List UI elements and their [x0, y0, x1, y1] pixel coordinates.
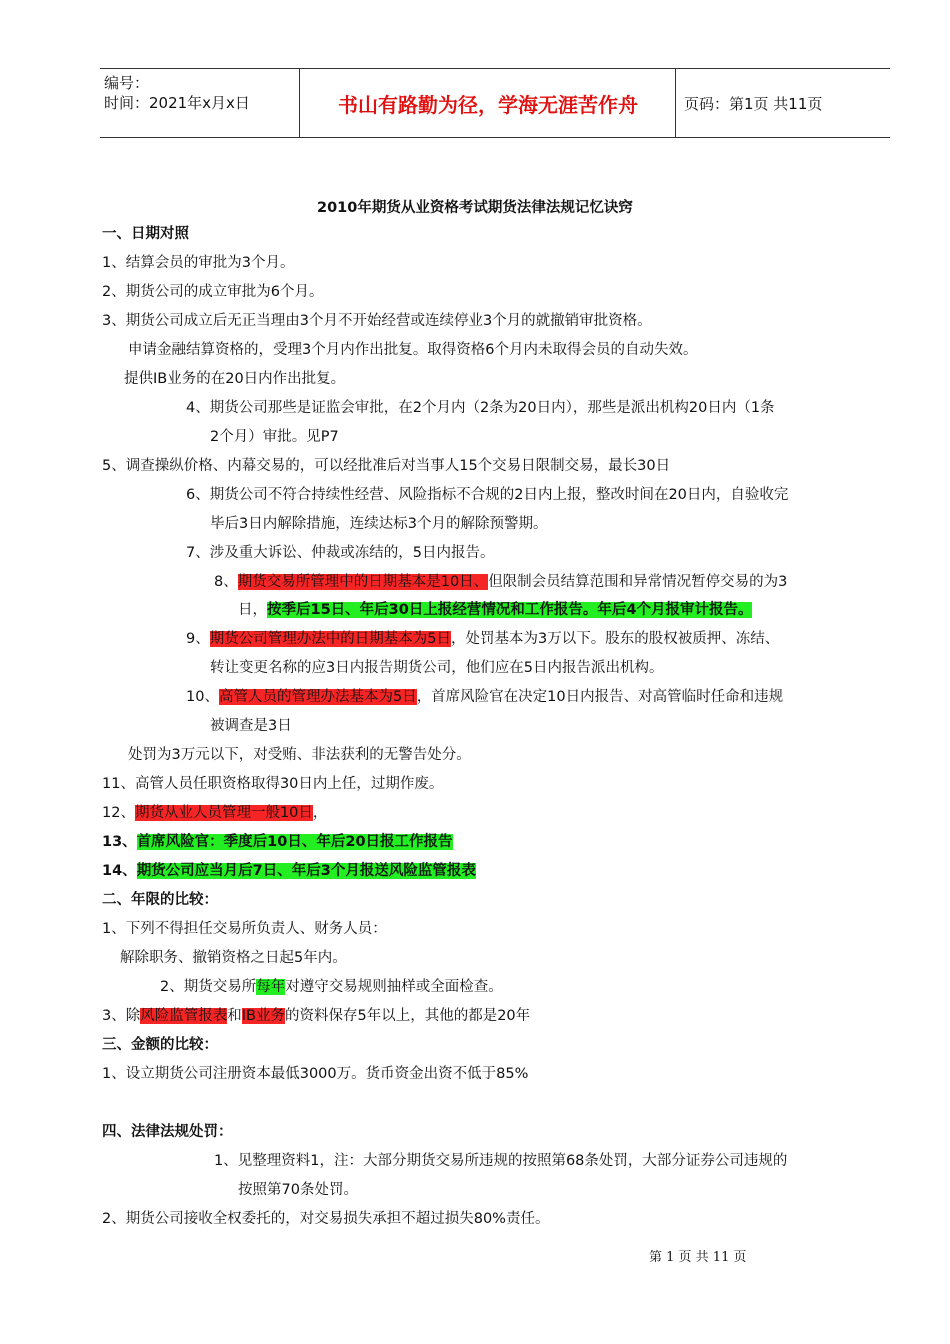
s1-line-7: 7、涉及重大诉讼、仲裁或冻结的，5日内报告。: [186, 545, 495, 561]
s1-line-9: [186, 629, 779, 649]
s4-line-1b: 按照第70条处罚。: [238, 1182, 358, 1198]
section-2-heading: 二、年限的比较：: [102, 892, 218, 908]
highlight-red: 期货从业人员管理一般: [134, 805, 280, 821]
line-text: ，: [312, 805, 328, 821]
s1-line-10: [186, 687, 783, 707]
header-page-label: 页码：第1页 共11页: [684, 94, 823, 113]
highlight-red: 5日: [427, 631, 451, 647]
s1-line-8: [214, 572, 787, 592]
s1-line-4a: 4、期货公司那些是证监会审批，在2个月内（2条为20日内），那些是派出机构20日内（1条: [186, 400, 775, 416]
s2-line-3: [102, 1006, 530, 1026]
header-motto: 书山有路勤为径，学海无涯苦作舟: [301, 69, 676, 137]
item-number: 10、: [186, 689, 219, 705]
item-number: 8、: [214, 574, 238, 590]
line-text: ，首席风险官在决定10日内报告、对高管临时任命和违规: [416, 689, 784, 705]
line-text: 2、期货交易所: [160, 979, 257, 995]
time-label: 时间：2021年x月x日: [104, 94, 250, 112]
s1-line-5: 5、调查操纵价格、内幕交易的，可以经批准后对当事人15个交易日限制交易，最长30日: [102, 458, 671, 474]
number-label: 编号：: [104, 74, 150, 92]
line-text: ，处罚基本为3万以下。股东的股权被质押、冻结、: [450, 631, 780, 647]
s1-line-3b: 申请金融结算资格的，受理3个月内作出批复。取得资格6个月内未取得会员的自动失效。: [128, 342, 698, 358]
page-footer: 第 1 页 共 11 页: [649, 1250, 747, 1265]
highlight-green: 按季后15日、年后30日上报经营情况和工作报告。年后4个月报审计报告。: [267, 602, 753, 618]
highlight-red: IB业务: [241, 1008, 285, 1024]
s1-line-8b: [238, 600, 752, 620]
s1-line-6a: 6、期货公司不符合持续性经营、风险指标不合规的2日内上报，整改时间在20日内，自验收完: [186, 487, 789, 503]
s1-line-10c: 处罚为3万元以下，对受贿、非法获利的无警告处分。: [128, 747, 471, 763]
s1-line-3c: 提供IB业务的在20日内作出批复。: [124, 371, 346, 387]
s2-line-2: [160, 977, 503, 997]
s3-line-1: 1、设立期货公司注册资本最低3000万。货币资金出资不低于85%: [102, 1066, 529, 1082]
section-4-heading: 四、法律法规处罚：: [102, 1124, 233, 1140]
s1-line-4b: 2个月）审批。见P7: [210, 429, 339, 445]
s4-line-1a: 1、见整理资料1，注：大部分期货交易所违规的按照第68条处罚，大部分证券公司违规的: [214, 1153, 788, 1169]
s1-line-9b: 转让变更名称的应3日内报告期货公司，他们应在5日内报告派出机构。: [210, 660, 664, 676]
s1-line-2: 2、期货公司的成立审批为6个月。: [102, 284, 324, 300]
highlight-red: 10日: [279, 805, 313, 821]
item-number: 9、: [186, 631, 210, 647]
line-text: 日，: [238, 602, 267, 618]
highlight-red: 高管人员的管理办法基本为: [218, 689, 393, 705]
s1-line-1: 1、结算会员的审批为3个月。: [102, 255, 295, 271]
highlight-red: 风险监管报表: [140, 1008, 228, 1024]
s1-line-10b: 被调查是3日: [210, 718, 292, 734]
section-3-heading: 三、金额的比较：: [102, 1037, 218, 1053]
line-text: 但限制会员结算范围和异常情况暂停交易的为3: [488, 574, 788, 590]
document-title: 2010年期货从业资格考试期货法律法规记忆诀窍: [317, 200, 633, 216]
highlight-red: 期货交易所管理中的日期基本是: [237, 574, 441, 590]
s1-line-11: 11、高管人员任职资格取得30日内上任，过期作废。: [102, 776, 444, 792]
s1-line-14: [102, 861, 476, 881]
s1-line-12: [102, 803, 327, 823]
line-text: 对遵守交易规则抽样或全面检查。: [285, 979, 503, 995]
header-meta: [100, 69, 300, 137]
item-number: 12、: [102, 805, 135, 821]
highlight-red: 5日: [392, 689, 417, 705]
highlight-green: 首席风险官：季度后10日、年后20日报工作报告: [136, 834, 453, 850]
s4-line-2: 2、期货公司接收全权委托的，对交易损失承担不超过损失80%责任。: [102, 1211, 550, 1227]
page-header: [100, 68, 890, 138]
s1-line-6b: 毕后3日内解除措施，连续达标3个月的解除预警期。: [210, 516, 548, 532]
s1-line-3: 3、期货公司成立后无正当理由3个月不开始经营或连续停业3个月的就撤销审批资格。: [102, 313, 652, 329]
item-number: 13、: [102, 834, 137, 850]
line-text: 3、除: [102, 1008, 141, 1024]
s2-line-1: 1、下列不得担任交易所负责人、财务人员：: [102, 921, 387, 937]
line-text: 的资料保存5年以上，其他的都是20年: [284, 1008, 531, 1024]
item-number: 14、: [102, 863, 137, 879]
s2-line-1b: 解除职务、撤销资格之日起5年内。: [120, 950, 347, 966]
highlight-red: 期货公司管理办法中的日期基本为: [209, 631, 428, 647]
highlight-red: 10日、: [440, 574, 489, 590]
highlight-green: 期货公司应当月后7日、年后3个月报送风险监管报表: [136, 863, 476, 879]
highlight-green: 每年: [256, 979, 286, 995]
section-1-heading: 一、日期对照: [102, 226, 189, 242]
line-text: 和: [227, 1008, 242, 1024]
s1-line-13: [102, 832, 453, 852]
